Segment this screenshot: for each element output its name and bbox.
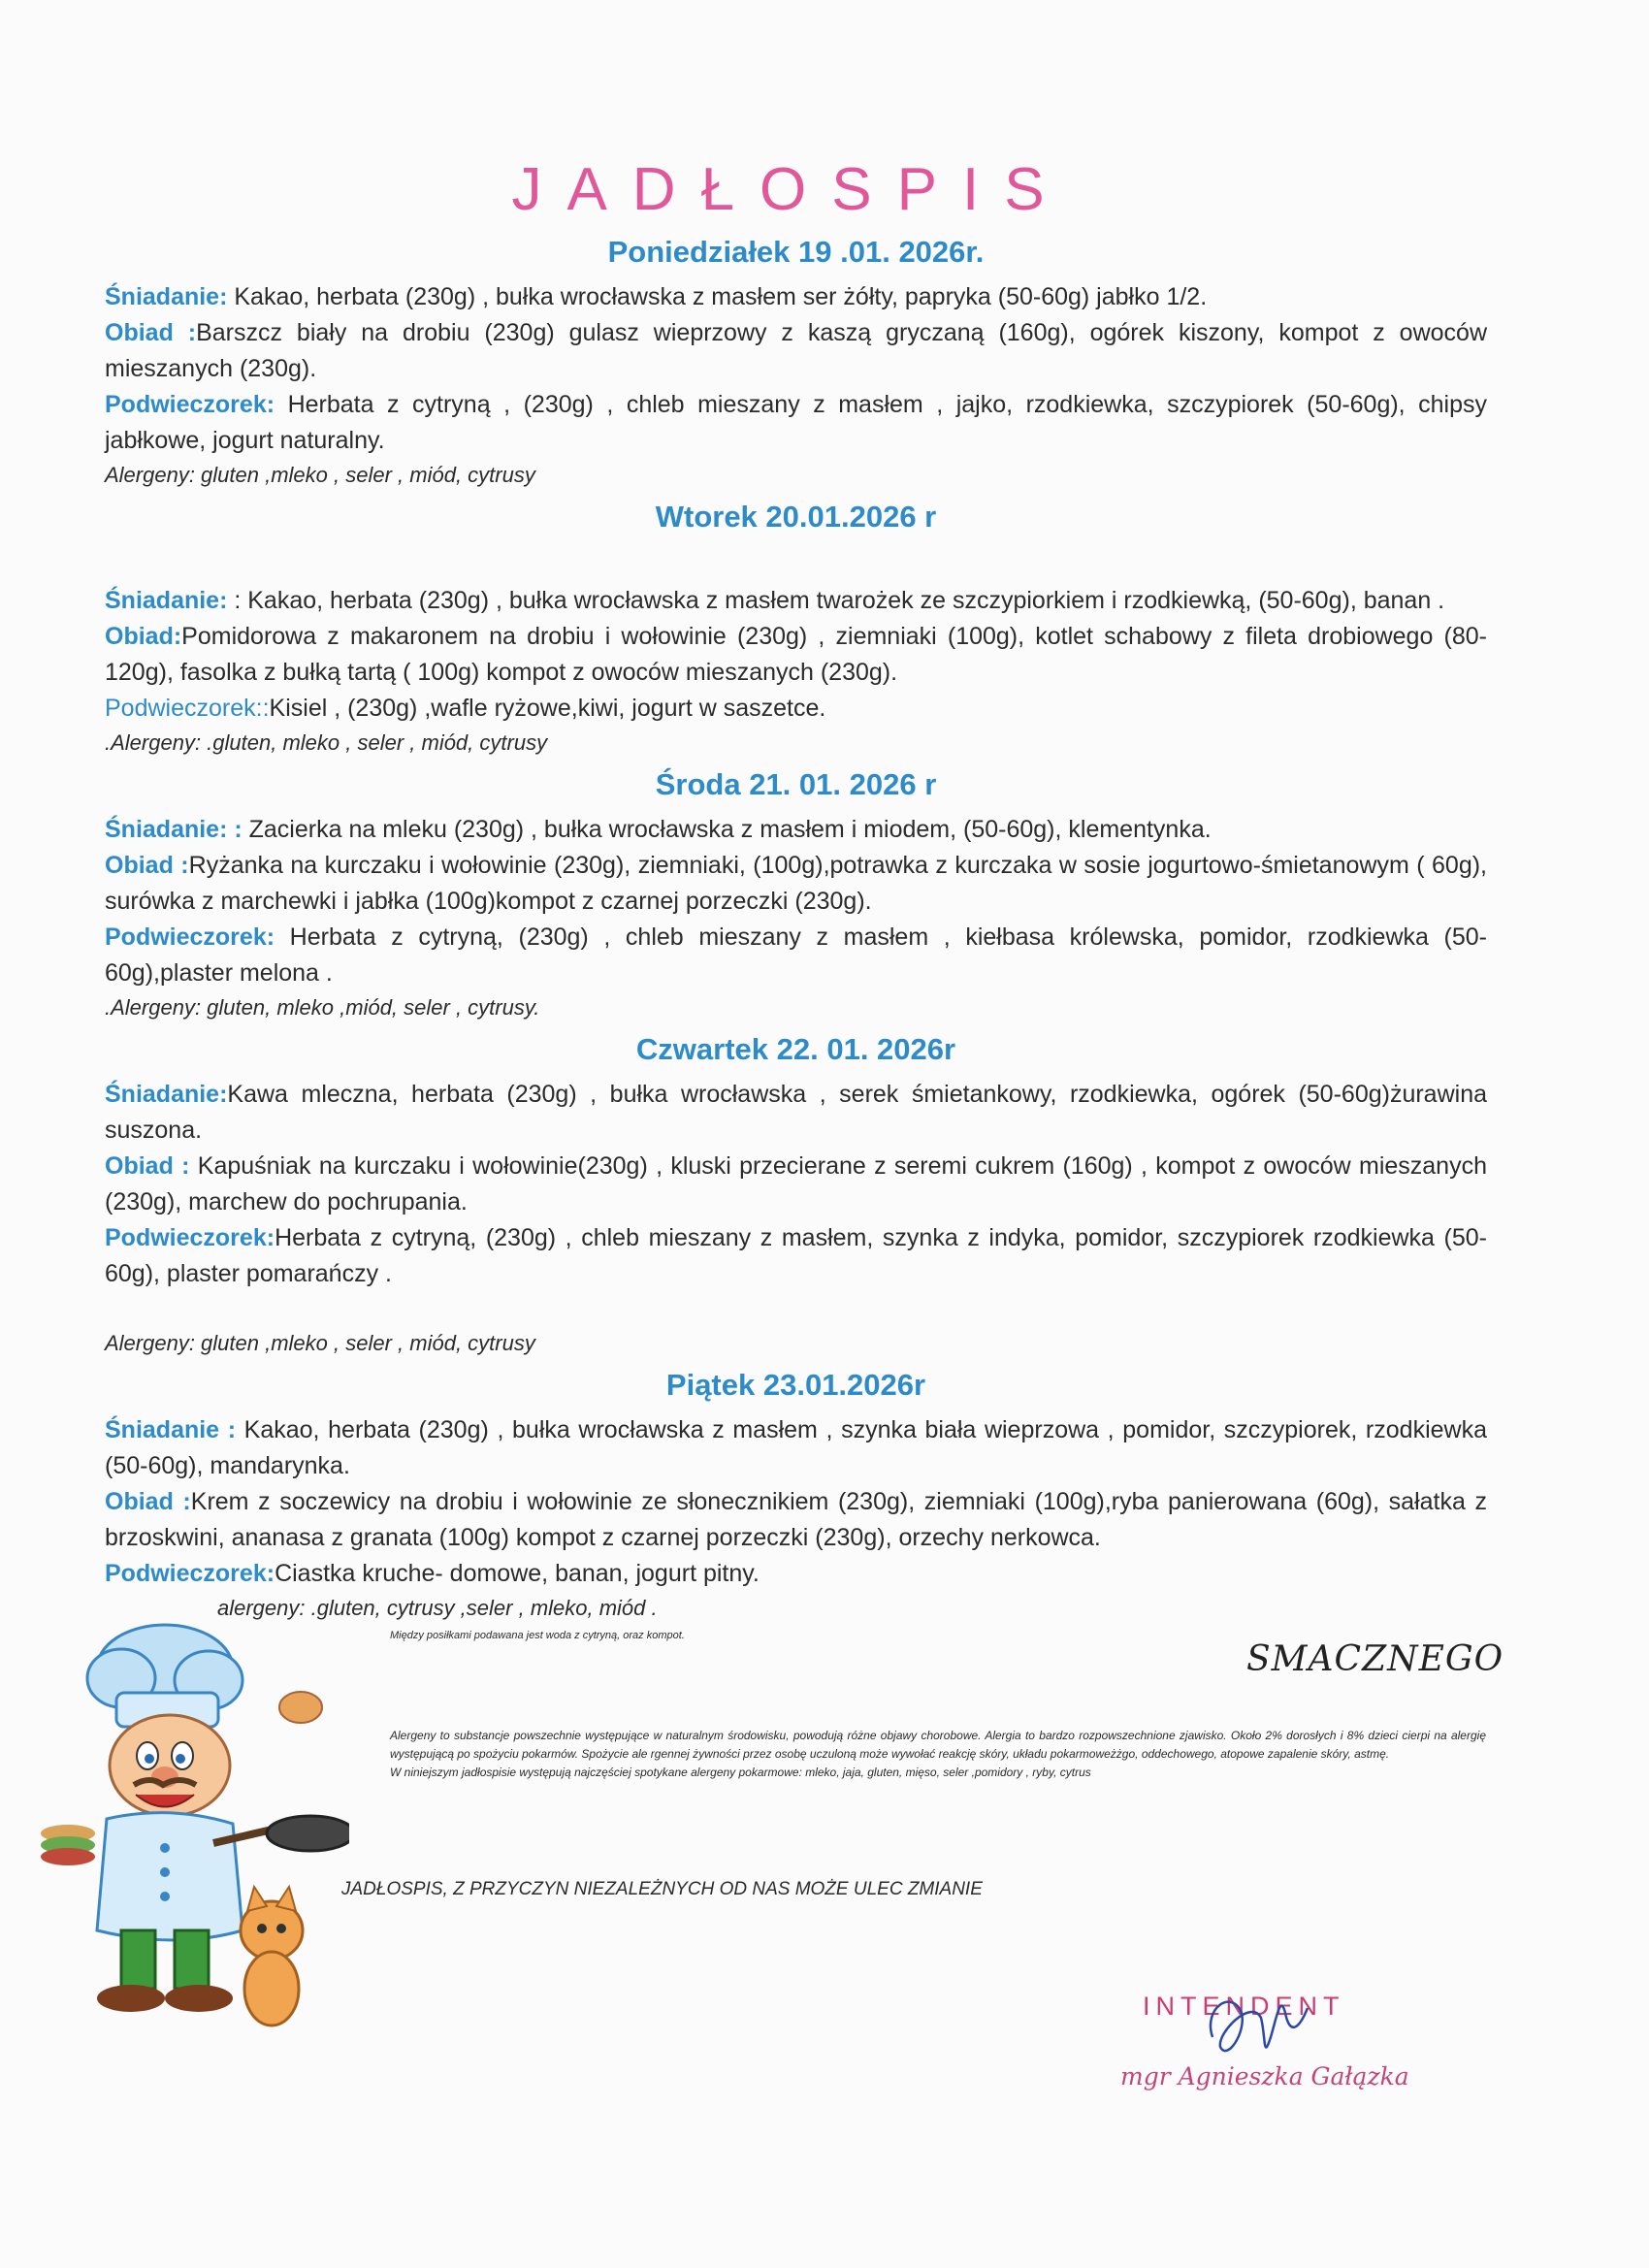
meal-label: Obiad : bbox=[105, 319, 197, 346]
meal-text: Zacierka na mleku (230g) , bułka wrocławska z masłem i miodem, (50-60g), klementynka. bbox=[242, 816, 1212, 843]
meal-breakfast bbox=[105, 279, 1487, 315]
meal-label: Śniadanie : bbox=[105, 1416, 237, 1443]
change-disclaimer: JADŁOSPIS, Z PRZYCZYN NIEZALEŻNYCH OD NAS MOŻE ULEC ZMIANIE bbox=[341, 1879, 983, 1899]
chef-face-icon bbox=[110, 1715, 230, 1816]
day-heading: Środa 21. 01. 2026 r bbox=[655, 767, 937, 801]
meal-label: Podwieczorek: bbox=[105, 1224, 275, 1251]
day-thursday bbox=[105, 1030, 1487, 1360]
day-wednesday bbox=[105, 765, 1487, 1024]
meal-text: Kawa mleczna, herbata (230g) , bułka wrocławska , serek śmietankowy, rzodkiewka, ogórek (50-60g)żurawina suszona. bbox=[105, 1081, 1487, 1144]
meal-text: Kakao, herbata (230g) , bułka wrocławska z masłem , szynka biała wieprzowa , pomidor, szczypiorek, rzodkiewka (50-60g), mandarynka. bbox=[105, 1416, 1487, 1479]
cat-icon bbox=[241, 1887, 303, 2025]
meal-text: Herbata z cytryną , (230g) , chleb mieszany z masłem , jajko, rzodkiewka, szczypiorek (50-60g), chipsy jabłkowe, jogurt naturalny. bbox=[105, 391, 1487, 454]
meal-label: Śniadanie: bbox=[105, 587, 228, 614]
meal-lunch bbox=[105, 315, 1487, 387]
meal-snack bbox=[105, 387, 1487, 459]
meal-breakfast bbox=[105, 812, 1487, 848]
meal-text: Barszcz biały na drobiu (230g) gulasz wieprzowy z kaszą gryczaną (160g), ogórek kiszony, kompot z owoców mieszanych (230g). bbox=[105, 319, 1487, 382]
allergen-info bbox=[390, 1727, 1486, 1782]
meal-breakfast bbox=[105, 583, 1487, 619]
chef-hat-icon bbox=[87, 1625, 242, 1727]
meal-label: Podwieczorek: bbox=[105, 391, 275, 418]
allergens: .Alergeny: gluten, mleko ,miód, seler , cytrusy. bbox=[105, 995, 540, 1020]
meal-text: Ciastka kruche- domowe, banan, jogurt pitny. bbox=[275, 1560, 760, 1587]
meal-snack bbox=[105, 920, 1487, 991]
weekly-menu bbox=[105, 233, 1487, 1631]
day-heading: Wtorek 20.01.2026 r bbox=[655, 500, 937, 534]
allergens: alergeny: .gluten, cytrusy ,seler , mleko, miód . bbox=[217, 1596, 658, 1620]
day-monday bbox=[105, 233, 1487, 492]
page-title: JADŁOSPIS bbox=[511, 155, 1070, 223]
meal-text: Herbata z cytryną, (230g) , chleb mieszany z masłem , kiełbasa królewska, pomidor, rzodkiewka (50-60g),plaster melona . bbox=[105, 923, 1487, 987]
meal-text: : Kakao, herbata (230g) , bułka wrocławska z masłem twarożek ze szczypiorkiem i rzodkiewką, (50-60g), banan . bbox=[227, 587, 1445, 614]
water-note: Między posiłkami podawana jest woda z cytryną, oraz kompot. bbox=[390, 1630, 685, 1641]
meal-breakfast bbox=[105, 1412, 1487, 1484]
closing-greeting: SMACZNEGO bbox=[1246, 1639, 1504, 1679]
food-stack-icon bbox=[41, 1825, 95, 1865]
meal-text: Ryżanka na kurczaku i wołowinie (230g), ziemniaki, (100g),potrawka z kurczaka w sosie jogurtowo-śmietanowym ( 60g), surówka z marchewki i jabłka (100g)kompot z czarnej porzeczki (230g). bbox=[105, 852, 1488, 915]
meal-lunch bbox=[105, 1484, 1487, 1556]
meal-text: Pomidorowa z makaronem na drobiu i wołowinie (230g) , ziemniaki (100g), kotlet schabowy z fileta drobiowego (80-120g), fasolka z bułką tartą ( 100g) kompot z owoców mieszanych (230g). bbox=[105, 623, 1487, 686]
meal-label: Śniadanie: : bbox=[105, 816, 242, 843]
meal-label: Podwieczorek: bbox=[105, 1560, 275, 1587]
intendent-title: INTENDENT bbox=[1143, 1992, 1345, 2021]
meal-snack bbox=[105, 691, 1487, 727]
day-tuesday bbox=[105, 498, 1487, 760]
allergens: Alergeny: gluten ,mleko , seler , miód, cytrusy bbox=[105, 463, 535, 487]
allergens: .Alergeny: .gluten, mleko , seler , miód, cytrusy bbox=[105, 730, 548, 755]
allergen-info-paragraph: W niniejszym jadłospisie występują najczęściej spotykane alergeny pokarmowe: mleko, jaja, gluten, mięso, seler ,pomidory , ryby, cytrus bbox=[390, 1766, 1091, 1779]
meal-lunch bbox=[105, 1149, 1487, 1220]
meal-label: Śniadanie: bbox=[105, 1081, 228, 1108]
meal-label: Obiad : bbox=[105, 1152, 190, 1180]
day-heading: Poniedziałek 19 .01. 2026r. bbox=[607, 235, 985, 269]
meal-text: Kapuśniak na kurczaku i wołowinie(230g) , kluski przecierane z seremi cukrem (160g) , kompot z owoców mieszanych (230g), marchew do pochrupania. bbox=[105, 1152, 1487, 1215]
intendent-name: mgr Agnieszka Gałązka bbox=[1120, 2062, 1409, 2090]
signature-icon bbox=[1193, 1969, 1319, 2076]
allergens: Alergeny: gluten ,mleko , seler , miód, cytrusy bbox=[105, 1331, 535, 1355]
meal-lunch bbox=[105, 848, 1487, 920]
chef-illustration bbox=[39, 1610, 349, 2037]
meal-text: Kisiel , (230g) ,wafle ryżowe,kiwi, jogurt w saszetce. bbox=[269, 695, 826, 722]
meal-label: Śniadanie: bbox=[105, 283, 228, 310]
meal-label: Obiad: bbox=[105, 623, 182, 650]
day-friday bbox=[105, 1366, 1487, 1625]
meal-label: Obiad : bbox=[105, 852, 189, 879]
meal-lunch bbox=[105, 619, 1487, 691]
day-heading: Piątek 23.01.2026r bbox=[665, 1368, 926, 1402]
meal-text: Kakao, herbata (230g) , bułka wrocławska z masłem ser żółty, papryka (50-60g) jabłko 1/2. bbox=[227, 283, 1208, 310]
allergen-info-paragraph: Alergeny to substancje powszechnie występujące w naturalnym środowisku, powodują różne objawy chorobowe. Alergia to bardzo rozpowszechnione zjawisko. Około 2% dorosłych i 8% dzieci cierpi na alergię występującą po spożyciu pokarmów. Spożycie ale rgennej żywności przez osobę uczuloną może wywołać reakcję skóry, układu pokarmoweżżgo, oddechowego, atopowe zapalenie skóry, astmę. bbox=[390, 1729, 1486, 1761]
meal-label: Podwieczorek: bbox=[105, 923, 275, 951]
meal-breakfast bbox=[105, 1077, 1487, 1149]
day-heading: Czwartek 22. 01. 2026r bbox=[635, 1032, 956, 1066]
meal-text: Krem z soczewicy na drobiu i wołowinie ze słonecznikiem (230g), ziemniaki (100g),ryba panierowana (60g), sałatka z brzoskwini, ananasa z granata (100g) kompot z czarnej porzeczki (230g), orzechy nerkowca. bbox=[105, 1488, 1487, 1551]
meal-snack bbox=[105, 1220, 1487, 1292]
meal-text: Herbata z cytryną, (230g) , chleb mieszany z masłem, szynka z indyka, pomidor, szczypiorek rzodkiewka (50-60g), plaster pomarańczy . bbox=[105, 1224, 1487, 1287]
meal-snack bbox=[105, 1556, 1487, 1592]
meal-label: Podwieczorek:: bbox=[105, 695, 270, 722]
meal-label: Obiad : bbox=[105, 1488, 191, 1515]
